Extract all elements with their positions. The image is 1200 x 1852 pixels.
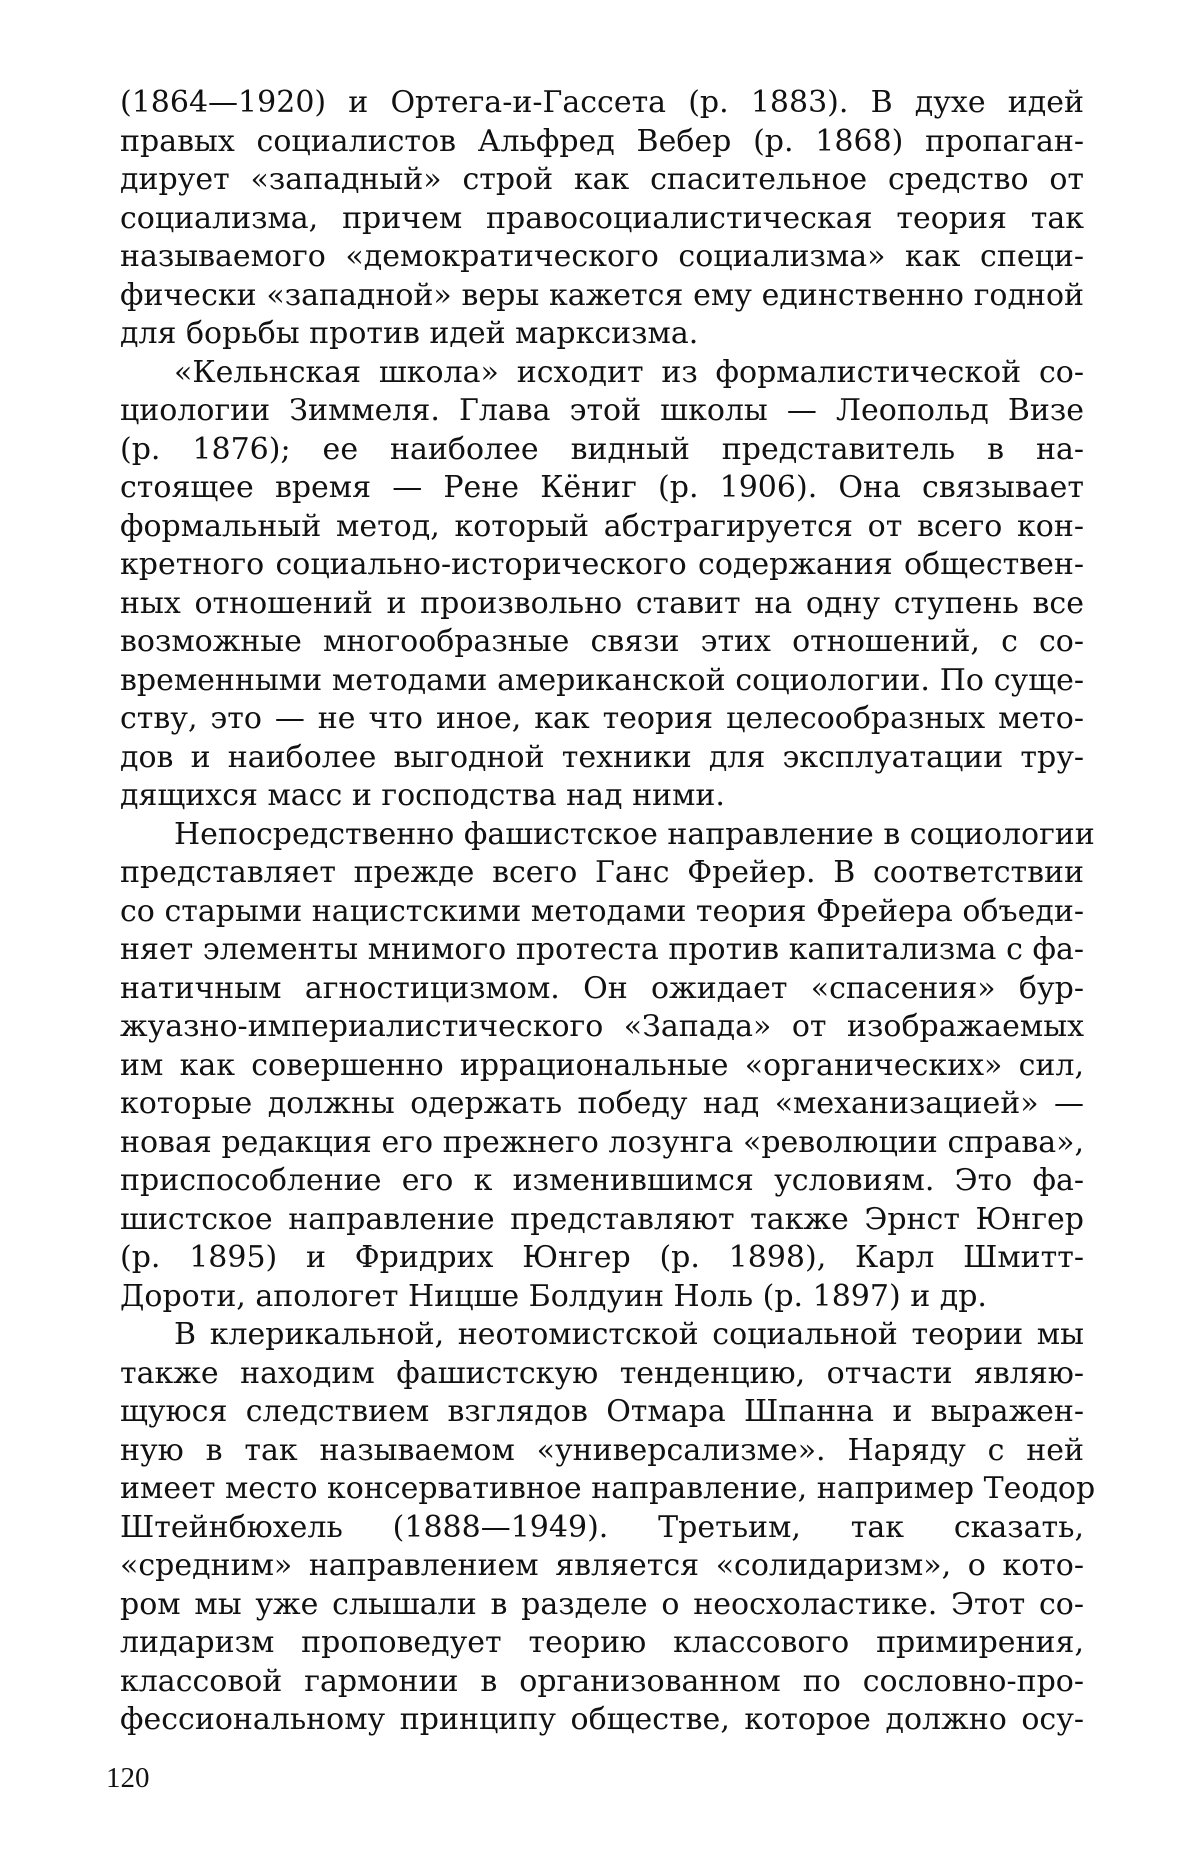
page-body — [120, 84, 1096, 1740]
text-line: которые должны одержать победу над «механизацией» — — [120, 1086, 1084, 1121]
text-line: (1864—1920) и Ортега-и-Гассета (р. 1883). В духе идей — [120, 85, 1084, 120]
paragraph — [120, 816, 1095, 1317]
text-line: Штейнбюхель (1888—1949). Третьим, так сказать, — [120, 1509, 1084, 1545]
paragraph — [120, 1316, 1096, 1740]
text-line: возможные многообразные связи этих отношений, с со- — [120, 624, 1084, 659]
text-line: Непосредственно фашистское направление в социологии — [174, 816, 1095, 852]
text-line: ром мы уже слышали в разделе о неосхоластике. Этот со- — [120, 1586, 1084, 1622]
text-line: «Кельнская школа» исходит из формалистической со- — [174, 354, 1084, 390]
text-line: социализма, причем правосоциалистическая теория так — [120, 200, 1084, 236]
text-line: кретного социально-исторического содержания обществен- — [120, 547, 1084, 582]
text-line: для борьбы против идей марксизма. — [120, 316, 699, 351]
text-line: также находим фашистскую тенденцию, отчасти являю- — [120, 1355, 1084, 1391]
text-line: приспособление его к изменившимся условиям. Это фа- — [120, 1163, 1084, 1198]
text-line: лидаризм проповедует теорию классового примирения, — [120, 1625, 1084, 1660]
text-line: жуазно-империалистического «Запада» от изображаемых — [120, 1009, 1084, 1044]
text-line: щуюся следствием взглядов Отмара Шпанна и выражен- — [120, 1394, 1084, 1429]
text-line: дящихся масс и господства над ними. — [120, 778, 725, 813]
text-line: (р. 1876); ее наиболее видный представитель в на- — [120, 431, 1084, 467]
text-line: классовой гармонии в организованном по сословно-про- — [120, 1663, 1084, 1699]
text-line: со старыми нацистскими методами теория Фрейера объеди- — [120, 893, 1084, 929]
text-line: называемого «демократического социализма» как специ- — [120, 239, 1084, 274]
page-number: 120 — [106, 1762, 150, 1794]
text-line: ству, это — не что иное, как теория целесообразных мето- — [120, 701, 1084, 736]
paragraph — [120, 84, 1084, 354]
text-line: новая редакция его прежнего лозунга «революции справа», — [120, 1124, 1084, 1160]
text-line: «средним» направлением является «солидаризм», о кото- — [120, 1548, 1084, 1583]
text-line: фически «западной» веры кажется ему единственно годной — [120, 277, 1084, 313]
paragraph — [120, 354, 1084, 816]
text-line: Дороти, апологет Ницше Болдуин Ноль (р. 1897) и др. — [120, 1278, 987, 1314]
text-line: циологии Зиммеля. Глава этой школы — Леопольд Визе — [120, 393, 1084, 428]
text-line: В клерикальной, неотомистской социальной теории мы — [174, 1317, 1084, 1352]
text-line: (р. 1895) и Фридрих Юнгер (р. 1898), Карл Шмитт- — [120, 1240, 1084, 1275]
text-line: представляет прежде всего Ганс Фрейер. В соответствии — [120, 855, 1084, 890]
text-line: фессиональному принципу обществе, которое должно осу- — [120, 1702, 1084, 1737]
text-line: правых социалистов Альфред Вебер (р. 1868) пропаган- — [120, 123, 1084, 159]
text-line: дов и наиболее выгодной техники для эксплуатации тру- — [120, 739, 1084, 775]
text-line: ных отношений и произвольно ставит на одну ступень все — [120, 585, 1084, 621]
text-line: дирует «западный» строй как спасительное средство от — [120, 162, 1084, 197]
text-line: ную в так называемом «универсализме». Наряду с ней — [120, 1432, 1084, 1468]
text-line: временными методами американской социологии. По суще- — [120, 662, 1084, 698]
text-line: формальный метод, который абстрагируется от всего кон- — [120, 508, 1084, 544]
text-line: имеет место консервативное направление, например Теодор — [120, 1471, 1096, 1506]
text-line: им как совершенно иррациональные «органических» сил, — [120, 1047, 1084, 1083]
text-line: шистское направление представляют также Эрнст Юнгер — [120, 1201, 1084, 1237]
text-line: натичным агностицизмом. Он ожидает «спасения» бур- — [120, 970, 1084, 1006]
text-line: стоящее время — Рене Кёниг (р. 1906). Она связывает — [120, 470, 1084, 505]
text-line: няет элементы мнимого протеста против капитализма с фа- — [120, 932, 1084, 967]
